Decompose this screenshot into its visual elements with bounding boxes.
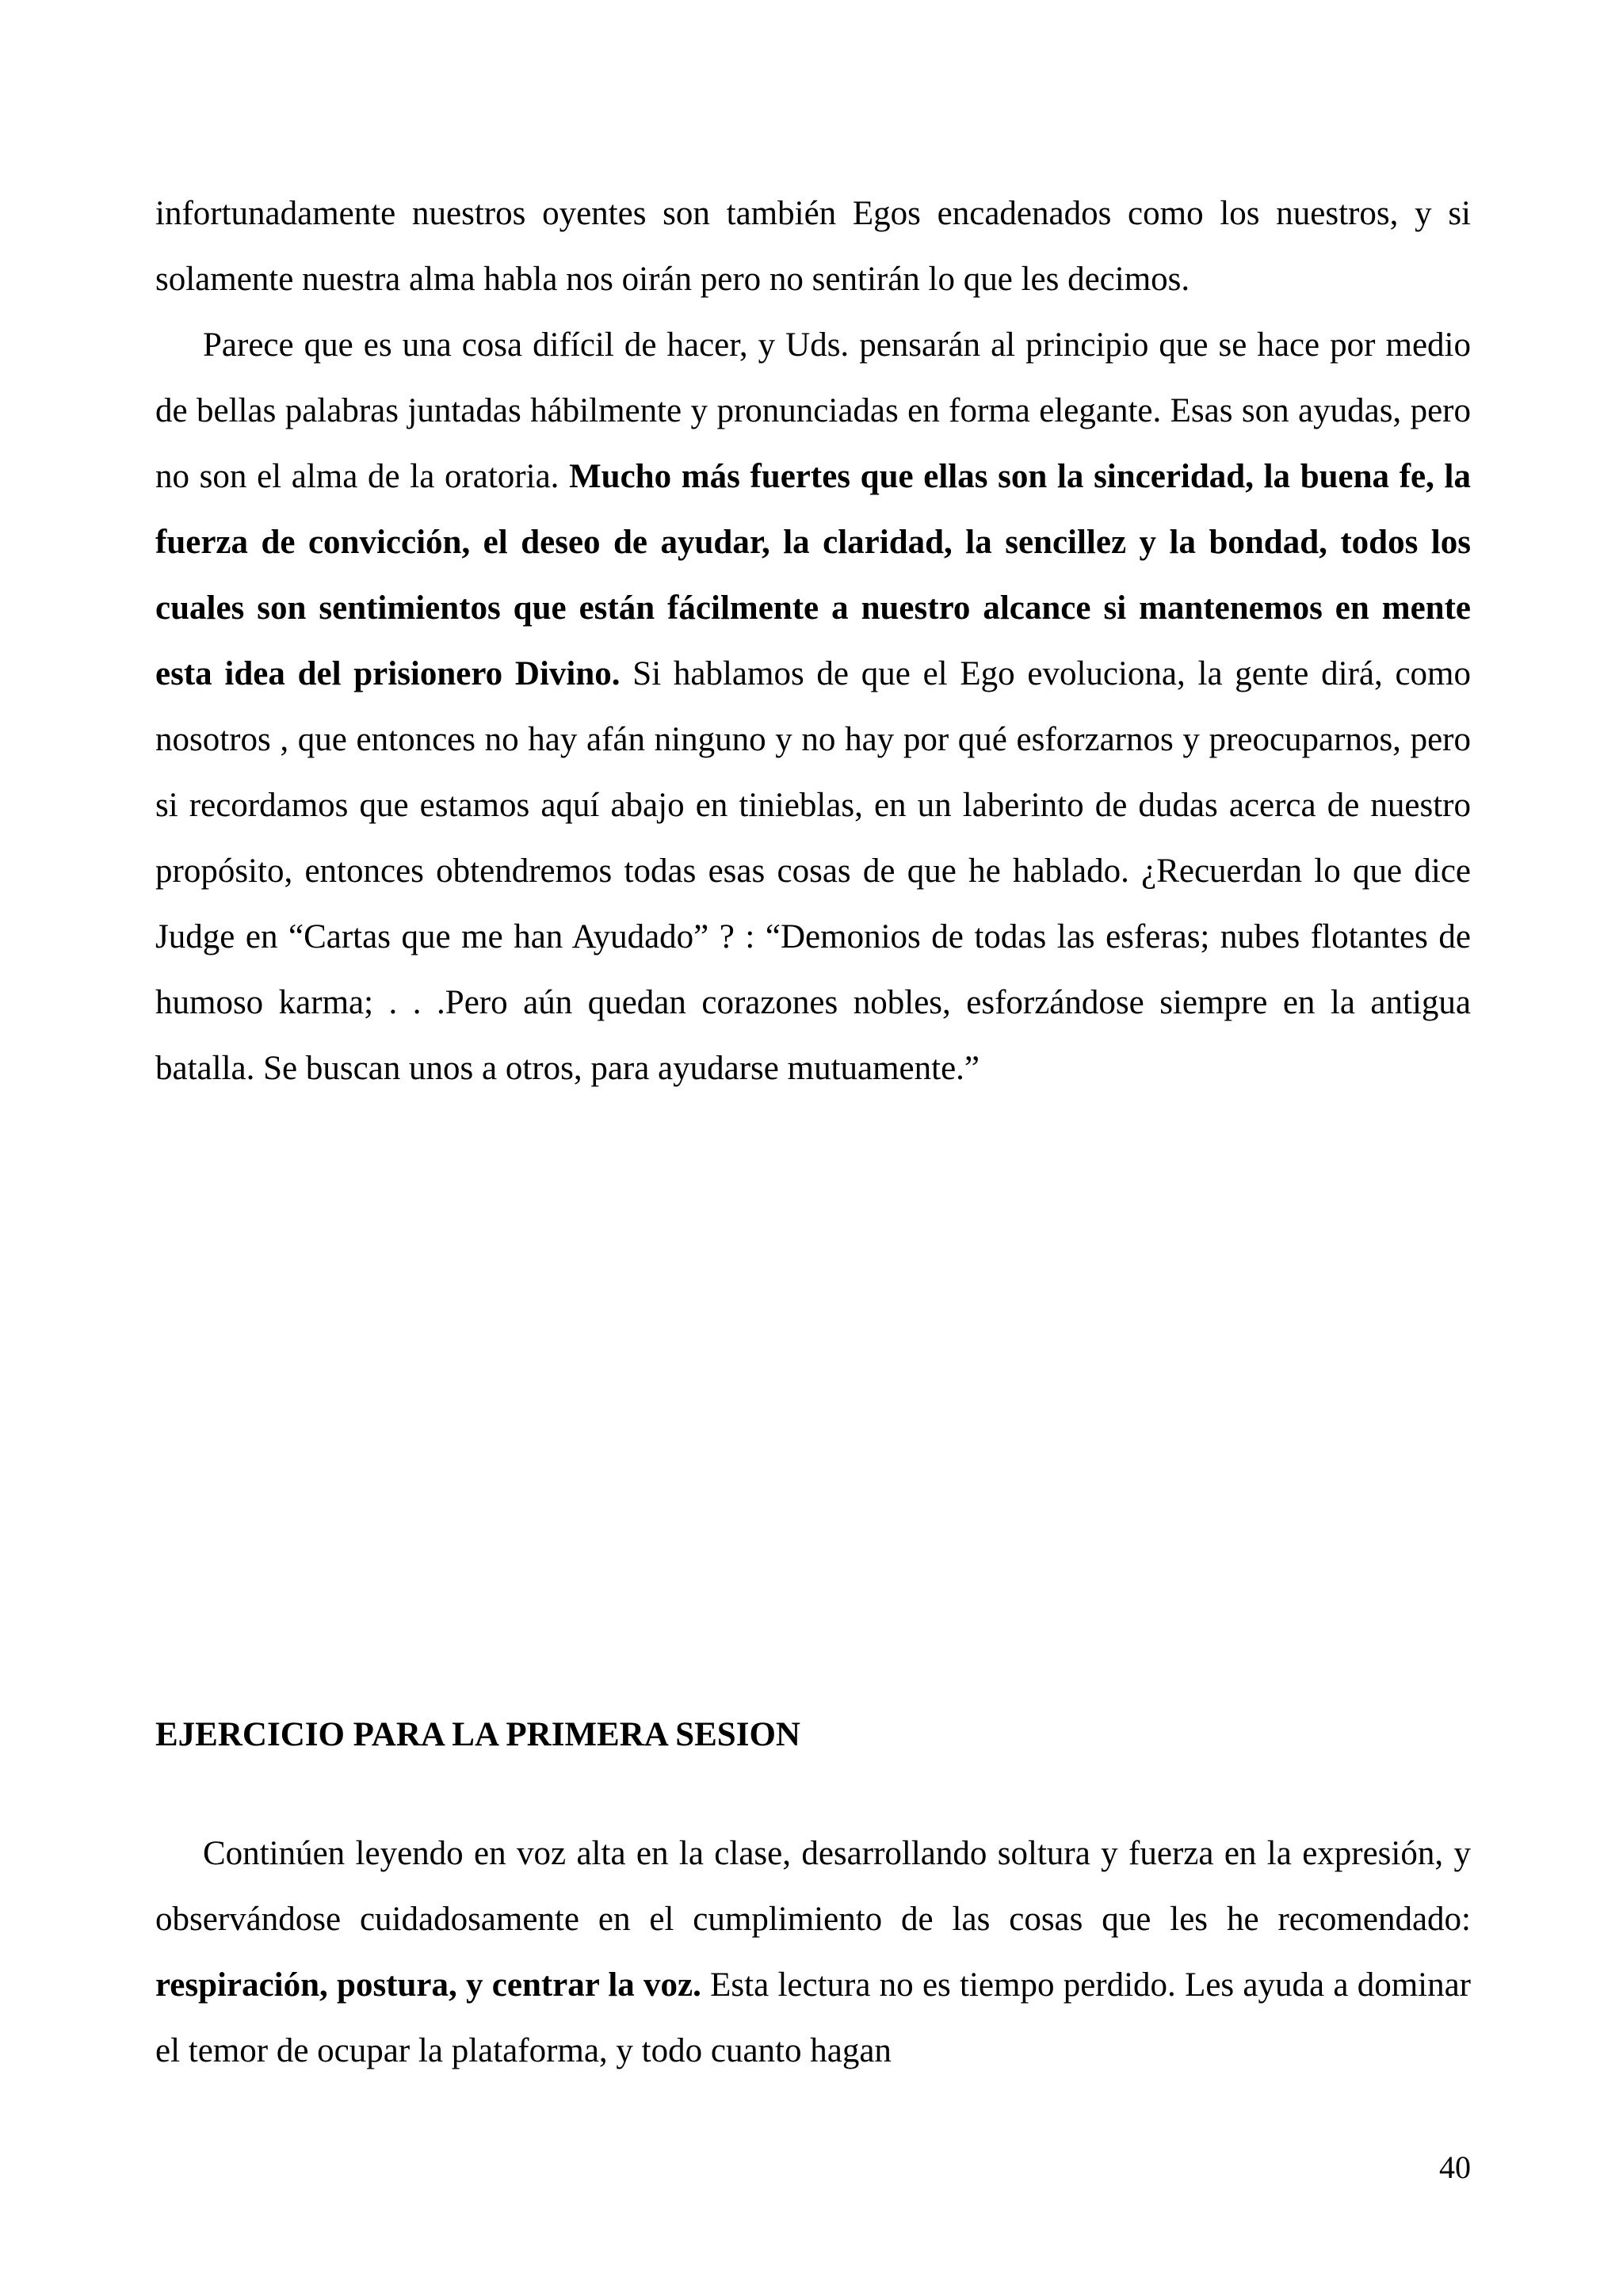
paragraph-1: infortunadamente nuestros oyentes son también Egos encadenados como los nuestros, y si solamente nuestra alma habla nos oirán pero no sentirán lo que les decimos. <box>155 195 1471 298</box>
section-heading: EJERCICIO PARA LA PRIMERA SESION <box>155 1716 800 1753</box>
body-text-bottom <box>155 1821 1471 2084</box>
body-text-top <box>155 181 1471 1101</box>
paragraph-3-text-1: Continúen leyendo en voz alta en la clase, desarrollando soltura y fuerza en la expresión, y observándose cuidadosamente en el cumplimiento de las cosas que les he recomendado: <box>155 1835 1471 1938</box>
paragraph-2-text-2: Si hablamos de que el Ego evoluciona, la gente dirá, como nosotros , que entonces no hay afán ninguno y no hay por qué esforzarnos y preocuparnos, pero si recordamos que estamos aquí abajo en tinieblas, en un laberinto de dudas acerca de nuestro propósito, entonces obtendremos todas esas cosas de que he hablado. ¿Recuerdan lo que dice Judge en “Cartas que me han Ayudado” ? : “Demonios de todas las esferas; nubes flotantes de humoso karma; . . .Pero aún quedan corazones nobles, esforzándose siempre en la antigua batalla. Se buscan unos a otros, para ayudarse mutuamente.” <box>155 655 1471 1087</box>
page-number: 40 <box>1439 2149 1471 2185</box>
paragraph-3 <box>155 1821 1471 2084</box>
paragraph-3-text-2: Esta lectura no es tiempo perdido. Les ayuda a dominar el temor de ocupar la plataforma, y todo cuanto hagan <box>155 1966 1471 2069</box>
paragraph-2-text-1: Parece que es una cosa difícil de hacer, y Uds. pensarán al principio que se hace por medio de bellas palabras juntadas hábilmente y pronunciadas en forma elegante. Esas son ayudas, pero no son el alma de la oratoria. <box>155 326 1471 495</box>
paragraph-2 <box>155 312 1471 1101</box>
paragraph-3-bold-text: respiración, postura, y centrar la voz. <box>155 1966 701 2004</box>
paragraph-2-bold-text: Mucho más fuertes que ellas son la sinceridad, la buena fe, la fuerza de convicción, el deseo de ayudar, la claridad, la sencillez y la bondad, todos los cuales son sentimientos que están fácilmente a nuestro alcance si mantenemos en mente esta idea del prisionero Divino. <box>155 458 1471 692</box>
